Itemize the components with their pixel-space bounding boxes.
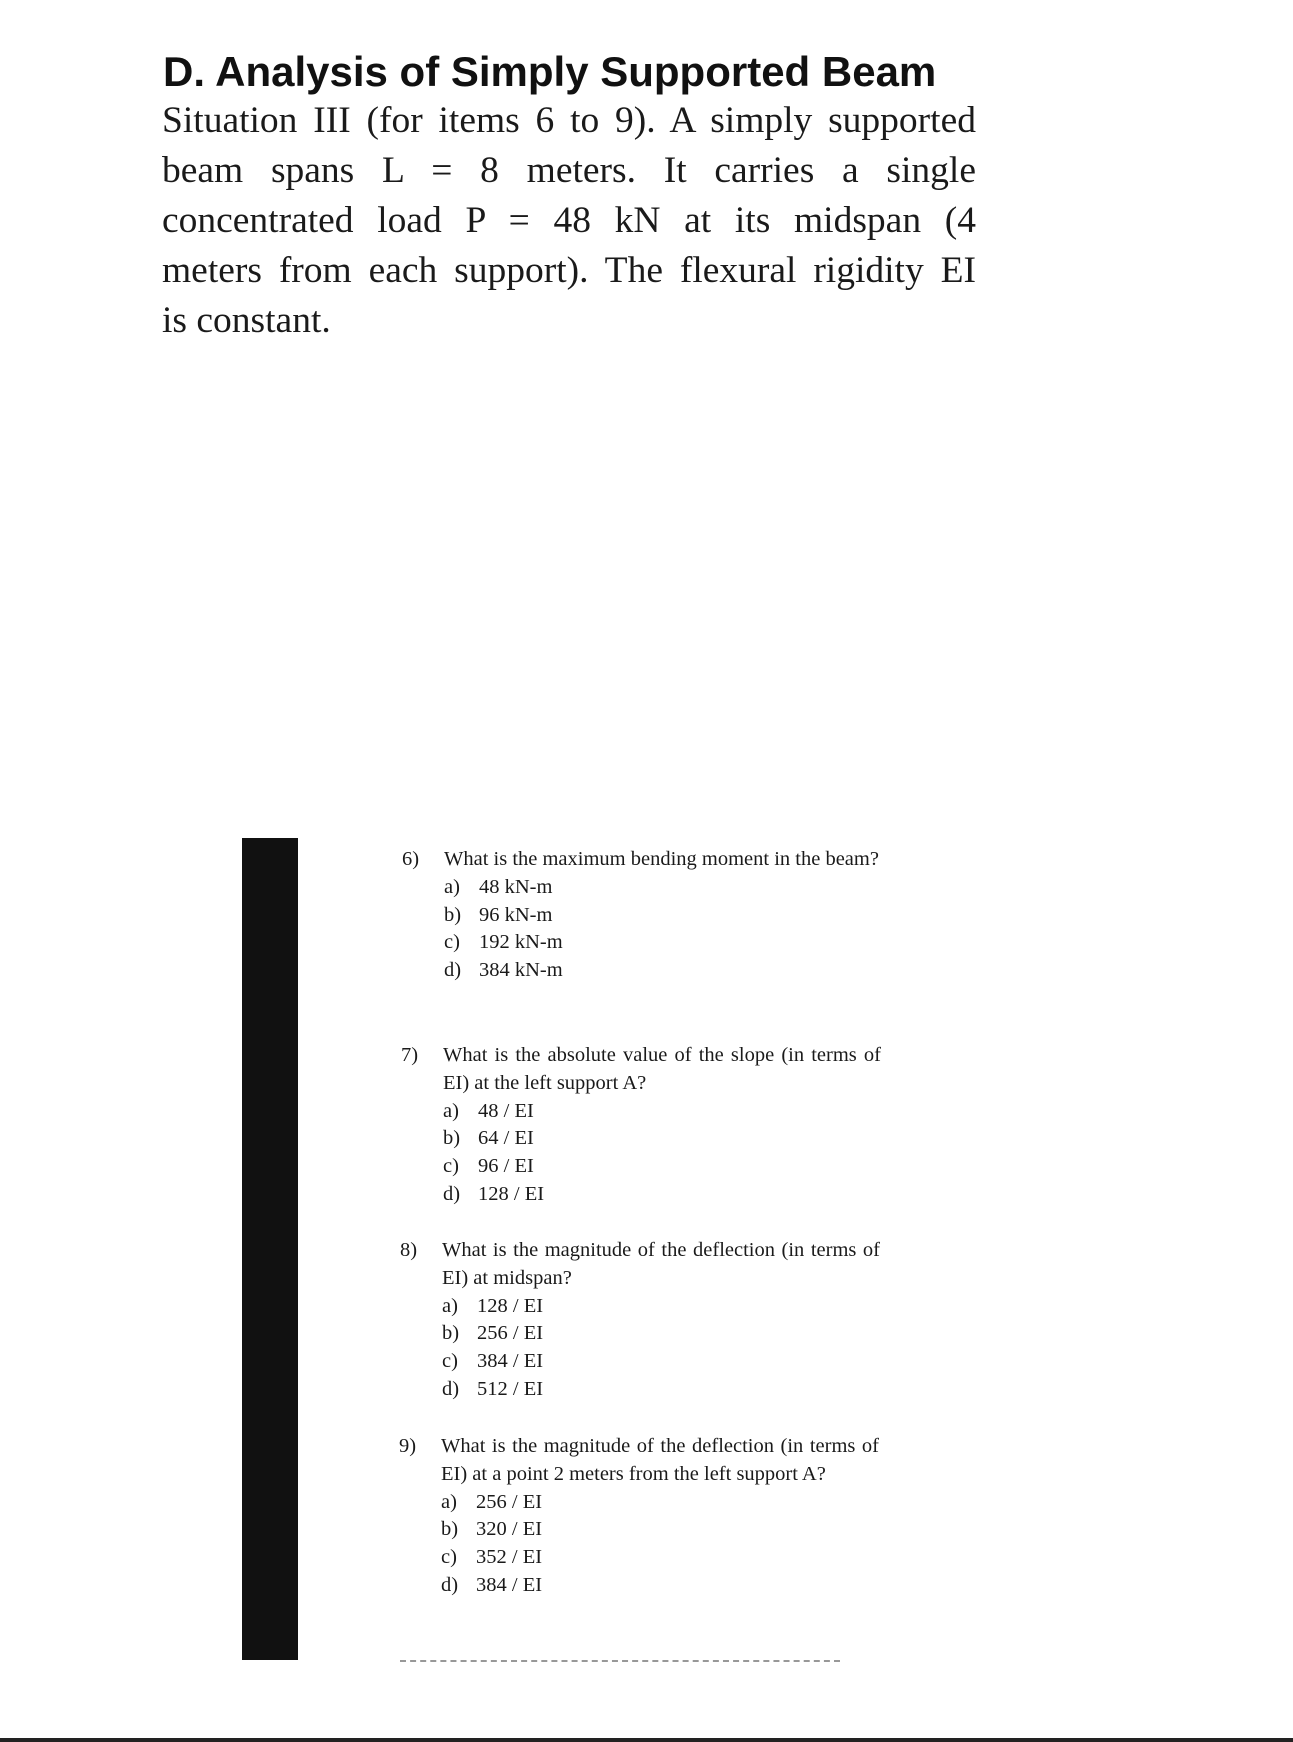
question-9	[399, 1433, 879, 1600]
option-letter: b)	[441, 1518, 459, 1541]
option-item[interactable]	[444, 957, 882, 985]
option-text: 512 / EI	[477, 1377, 544, 1400]
option-letter: b)	[443, 1127, 461, 1150]
option-item[interactable]	[442, 1348, 880, 1376]
situation-line: beam spans L = 8 meters. It carries a single	[162, 150, 976, 191]
question-text: What is the magnitude of the deflection (in terms of EI) at midspan?	[442, 1239, 880, 1289]
option-letter: d)	[444, 959, 462, 982]
option-text: 384 kN-m	[479, 959, 563, 982]
situation-line: Situation III (for items 6 to 9). A simply supported	[162, 100, 976, 141]
option-item[interactable]	[444, 902, 882, 930]
question-number: 7)	[401, 1044, 419, 1066]
option-letter: c)	[441, 1546, 457, 1569]
situation-line: meters from each support). The flexural rigidity EI	[162, 250, 976, 291]
option-text: 128 / EI	[477, 1294, 544, 1317]
option-text: 256 / EI	[477, 1322, 544, 1345]
section-heading: D. Analysis of Simply Supported Beam	[163, 48, 937, 95]
option-item[interactable]	[444, 874, 882, 902]
option-letter: b)	[444, 903, 462, 926]
option-list	[399, 1489, 879, 1600]
option-letter: a)	[444, 875, 460, 898]
option-letter: d)	[441, 1573, 459, 1596]
option-item[interactable]	[441, 1544, 879, 1572]
option-letter: c)	[442, 1350, 458, 1373]
option-item[interactable]	[442, 1376, 880, 1404]
option-text: 64 / EI	[478, 1127, 534, 1150]
option-text: 96 kN-m	[479, 903, 553, 926]
question-7	[401, 1042, 881, 1209]
option-list	[401, 1098, 881, 1209]
question-text: What is the maximum bending moment in the beam?	[444, 848, 879, 870]
option-letter: b)	[442, 1322, 460, 1345]
question-text: What is the absolute value of the slope (in terms of EI) at the left support A?	[443, 1044, 881, 1094]
option-item[interactable]	[443, 1181, 881, 1209]
option-list	[402, 874, 882, 985]
question-text: What is the magnitude of the deflection (in terms of EI) at a point 2 meters from the left support A?	[441, 1435, 879, 1485]
option-item[interactable]	[443, 1153, 881, 1181]
option-text: 384 / EI	[477, 1350, 544, 1373]
situation-line: concentrated load P = 48 kN at its midspan (4	[162, 200, 976, 241]
question-8	[400, 1237, 880, 1404]
bottom-edge-line	[0, 1738, 1293, 1742]
option-letter: a)	[443, 1099, 459, 1122]
option-letter: c)	[443, 1155, 459, 1178]
option-text: 48 kN-m	[479, 875, 553, 898]
option-text: 352 / EI	[476, 1546, 543, 1569]
option-text: 192 kN-m	[479, 931, 563, 954]
option-text: 256 / EI	[476, 1490, 543, 1513]
option-letter: d)	[442, 1377, 460, 1400]
question-number: 8)	[400, 1239, 418, 1261]
option-letter: a)	[441, 1490, 457, 1513]
question-number: 6)	[402, 848, 420, 870]
option-item[interactable]	[443, 1098, 881, 1126]
option-item[interactable]	[443, 1125, 881, 1153]
option-text: 96 / EI	[478, 1155, 534, 1178]
option-item[interactable]	[441, 1572, 879, 1600]
situation-paragraph	[162, 96, 976, 346]
option-letter: d)	[443, 1182, 461, 1205]
option-item[interactable]	[441, 1516, 879, 1544]
situation-line: is constant.	[162, 300, 331, 341]
page-cutoff-marks	[400, 1660, 840, 1666]
option-item[interactable]	[444, 929, 882, 957]
option-item[interactable]	[442, 1293, 880, 1321]
option-letter: c)	[444, 931, 460, 954]
option-letter: a)	[442, 1294, 458, 1317]
option-text: 128 / EI	[478, 1182, 545, 1205]
option-item[interactable]	[441, 1489, 879, 1517]
question-6	[402, 846, 882, 985]
question-number: 9)	[399, 1435, 417, 1457]
option-text: 384 / EI	[476, 1573, 543, 1596]
option-text: 48 / EI	[478, 1099, 534, 1122]
redaction-bar	[242, 838, 298, 1660]
option-item[interactable]	[442, 1320, 880, 1348]
option-text: 320 / EI	[476, 1518, 543, 1541]
option-list	[400, 1293, 880, 1404]
